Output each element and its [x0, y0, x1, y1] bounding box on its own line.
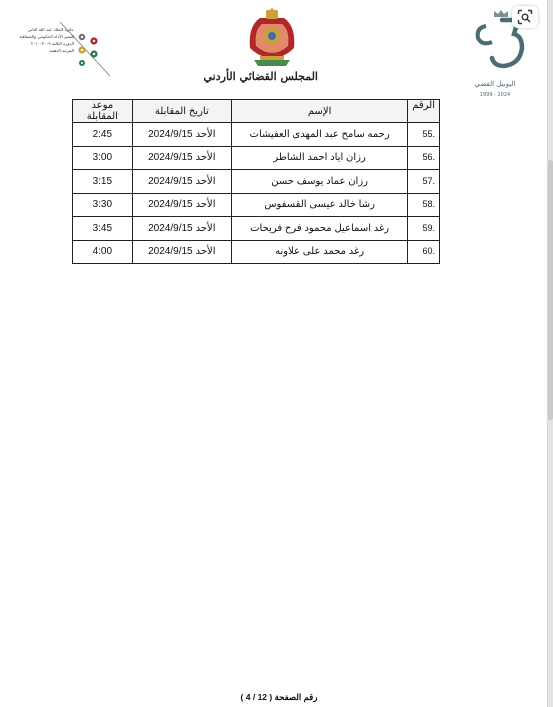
interview-time: 3:15: [73, 170, 133, 194]
award-line: المرتبة الذهبية: [49, 48, 74, 53]
row-number: .57: [422, 175, 435, 186]
award-line: الدورة الثالثة ٢٠٠٩-٢٠١٠: [31, 41, 74, 46]
interview-day: الأحد: [195, 128, 216, 140]
interview-date: 2024/9/15: [148, 175, 193, 187]
candidate-name: رغد اسماعيل محمود فرح فريحات: [232, 217, 408, 241]
column-header-number: الرقم: [408, 100, 440, 123]
interview-date: 2024/9/15: [148, 246, 193, 258]
candidate-name: رحمه سامح عبد المهدى العفيشات: [232, 123, 408, 147]
column-header-name: الإسم: [232, 100, 408, 123]
council-name-logotype: المجلس القضائي الأردني: [203, 70, 318, 83]
row-number: .55: [422, 128, 435, 139]
interview-schedule-table: [72, 99, 440, 264]
table-header-row: [73, 100, 440, 123]
row-number: .58: [422, 199, 435, 210]
award-flower-icons: [74, 32, 104, 68]
award-line: جائزة الملك عبد الله الثاني: [27, 27, 74, 32]
interview-date: 2024/9/15: [148, 152, 193, 164]
candidate-name: رزان عماد يوسف حسن: [232, 170, 408, 194]
table-row: [73, 240, 440, 264]
interview-day: الأحد: [195, 199, 216, 211]
scan-search-icon: [517, 9, 533, 25]
jubilee-years: 1999 - 2024: [479, 92, 511, 98]
scrollbar-thumb[interactable]: [548, 160, 553, 420]
award-line: للتميز الأداء الحكومي والشفافية: [19, 34, 74, 39]
column-header-time: موعد المقابلة: [73, 100, 133, 123]
interview-time: 4:00: [73, 240, 133, 264]
interview-date: 2024/9/15: [148, 199, 193, 211]
interview-time: 3:00: [73, 146, 133, 170]
vertical-scrollbar[interactable]: [548, 0, 553, 707]
candidate-name: رشا خالد عيسى القسفوس: [232, 193, 408, 217]
column-header-date: تاريخ المقابلة: [132, 100, 231, 123]
table-row: [73, 170, 440, 194]
interview-date: 2024/9/15: [148, 128, 193, 140]
award-text-lines: [18, 26, 74, 54]
candidate-name: رغد محمد على علاونه: [232, 240, 408, 264]
page-number-footer: رقم الصفحة ( 12 / 4 ): [240, 692, 318, 702]
interview-time: 3:45: [73, 217, 133, 241]
jubilee-caption: اليوبيل الفضي: [474, 80, 516, 88]
table-row: [73, 217, 440, 241]
row-number: .59: [422, 222, 435, 233]
interview-date: 2024/9/15: [148, 222, 193, 234]
interview-day: الأحد: [195, 152, 216, 164]
award-emblem-block: [12, 20, 110, 78]
visual-search-button[interactable]: [512, 6, 538, 28]
table-row: [73, 193, 440, 217]
interview-time: 3:30: [73, 193, 133, 217]
row-number: .56: [422, 152, 435, 163]
table-row: [73, 123, 440, 147]
interview-day: الأحد: [195, 246, 216, 258]
jordan-coat-of-arms-icon: [244, 8, 300, 68]
table-row: [73, 146, 440, 170]
interview-day: الأحد: [195, 222, 216, 234]
interview-day: الأحد: [195, 175, 216, 187]
interview-time: 2:45: [73, 123, 133, 147]
row-number: .60: [422, 246, 435, 257]
candidate-name: رزان اياد احمد الشاطر: [232, 146, 408, 170]
